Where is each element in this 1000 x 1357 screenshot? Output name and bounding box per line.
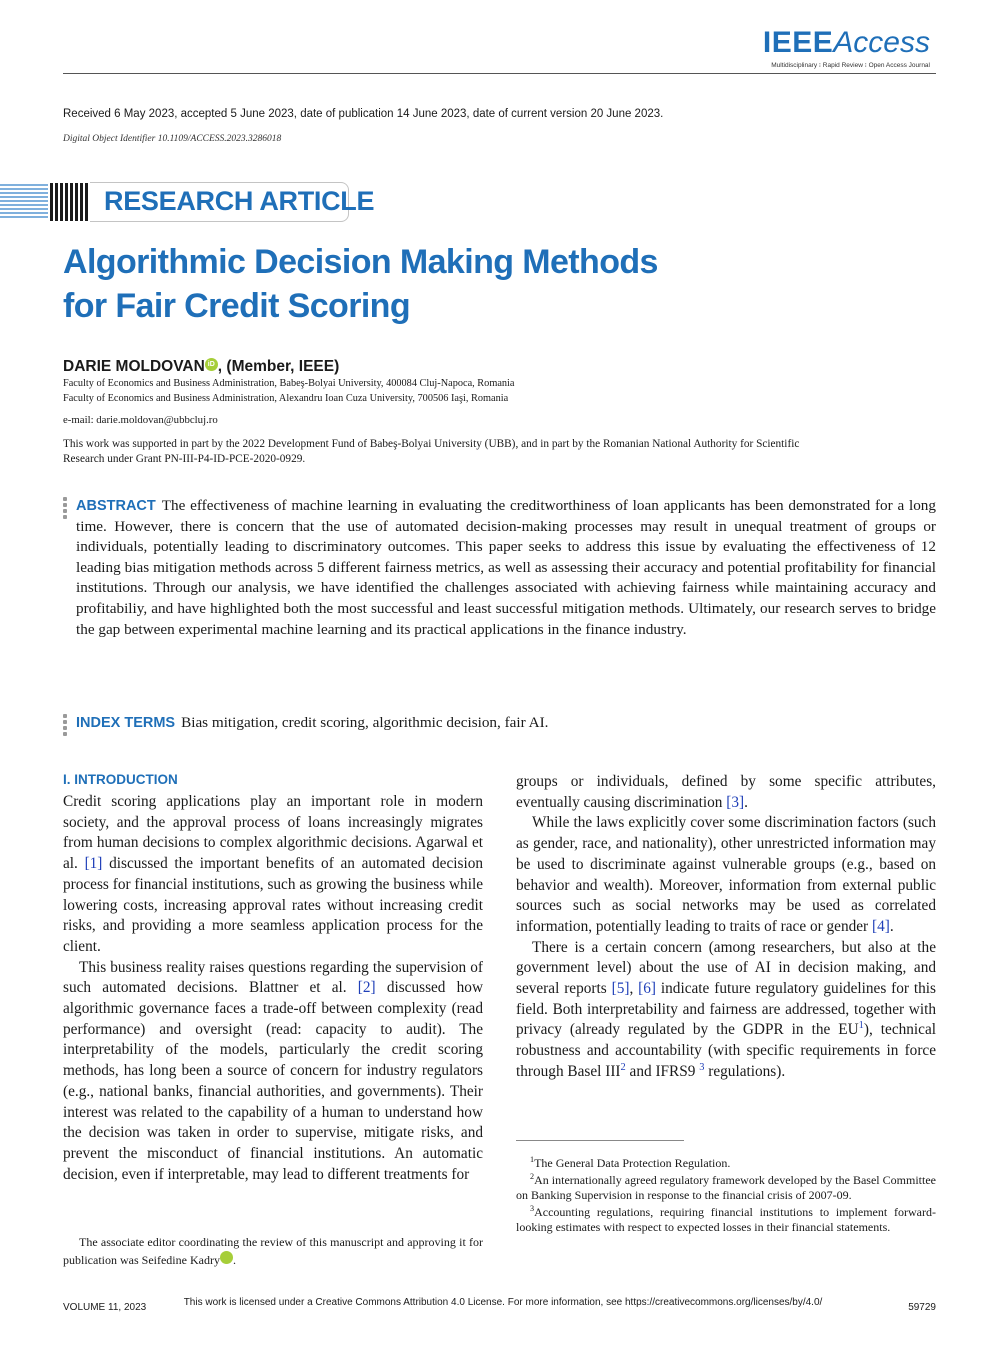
banner-stripes bbox=[0, 182, 92, 222]
index-terms-text: Bias mitigation, credit scoring, algorithmic decision, fair AI. bbox=[181, 714, 549, 731]
paper-title bbox=[63, 240, 763, 328]
orcid-icon[interactable]: iD bbox=[205, 358, 218, 371]
paragraph: While the laws explicitly cover some discrimination factors (such as gender, race, and nationality), other unrestricted information may be used to discriminate against vulnerable groups (e.g., based on behavior and wealth). Moreover, information from external public sources such as social networks may be used as correlated information, potentially leading to traits of race or gender [4]. bbox=[516, 814, 936, 935]
footnotes bbox=[516, 1156, 936, 1237]
abstract-text: The effectiveness of machine learning in evaluating the creditworthiness of loan applicants has been demonstrated for a long time. However, there is concern that the use of automated decision-making processes may result in unequal treatment of groups or individuals, potentially leading to discriminatory outcomes. This paper seeks to address this issue by evaluating the effectiveness of 12 leading bias mitigation methods across 5 different fairness metrics, as well as assessing their accuracy and potential profitability for financial institutions. Through our analysis, we have identified the challenges associated with achieving fairness while maintaining accuracy and profitabiliy, and have highlighted both the most successful and least successful mitigation methods. Ultimately, our research serves to bridge the gap between experimental machine learning and its practical applications in the finance industry. bbox=[76, 497, 936, 638]
index-terms-marker-icon bbox=[63, 714, 68, 738]
right-column bbox=[516, 772, 936, 1083]
abstract-label: ABSTRACT bbox=[76, 498, 156, 514]
logo-access: Access bbox=[833, 26, 930, 59]
left-column bbox=[63, 792, 483, 1185]
footer-license[interactable]: This work is licensed under a Creative Commons Attribution 4.0 License. For more information, see https://creativecommons.org/licenses/by/4.0/ bbox=[183, 1297, 823, 1308]
footnote: $^3$Accounting regulations, requiring financial institutions to implement forward-looking estimates with respect to expected losses in their financial statements. bbox=[516, 1204, 936, 1234]
logo-ieee: IEEE bbox=[762, 26, 834, 59]
citation-link[interactable]: [1] bbox=[84, 855, 103, 873]
logo-tagline: Multidisciplinary ⁝ Rapid Review ⁝ Open Access Journal bbox=[771, 62, 930, 69]
title-line-1: Algorithmic Decision Making Methods bbox=[63, 243, 658, 281]
title-line-2: for Fair Credit Scoring bbox=[63, 287, 411, 325]
index-terms bbox=[76, 713, 936, 733]
footnote-ref[interactable]: 3 bbox=[699, 1061, 705, 1073]
affiliation-2: Faculty of Economics and Business Administration, Alexandru Ioan Cuza University, 700506 Iaşi, Romania bbox=[63, 393, 509, 404]
header-rule bbox=[63, 73, 936, 74]
page-number: 59729 bbox=[908, 1302, 936, 1313]
article-type: RESEARCH ARTICLE bbox=[104, 186, 375, 216]
footnote-ref[interactable]: 2 bbox=[620, 1061, 626, 1073]
paragraph: Credit scoring applications play an important role in modern society, and the approval process of loans increasingly migrates from human decisions to complex algorithmic decisions. Agarwal et al. [1] discussed the important benefits of an automated decision process for financial institutions, such as growing the business while lowering costs, increasing approval rates without increasing credit risks, and providing a more seamless application process for the client. bbox=[63, 793, 483, 955]
doi: Digital Object Identifier 10.1109/ACCESS.2023.3286018 bbox=[63, 134, 282, 144]
footnote-ref[interactable]: 1 bbox=[858, 1020, 864, 1032]
abstract bbox=[76, 496, 936, 640]
author-email[interactable]: e-mail: darie.moldovan@ubbcluj.ro bbox=[63, 414, 218, 426]
footnote: $^2$An internationally agreed regulatory framework developed by the Basel Committee on Banking Supervision in response to the financial crisis of 2007-09. bbox=[516, 1172, 936, 1202]
citation-link[interactable]: [6] bbox=[638, 980, 657, 998]
affiliation-1: Faculty of Economics and Business Administration, Babeş-Bolyai University, 400084 Cluj-Napoca, Romania bbox=[63, 378, 515, 389]
footnote: $^1$The General Data Protection Regulation. bbox=[530, 1155, 731, 1170]
section-heading: I. INTRODUCTION bbox=[63, 772, 178, 787]
orcid-icon[interactable]: iD bbox=[220, 1251, 233, 1264]
journal-logo bbox=[763, 28, 930, 69]
paragraph: This business reality raises questions regarding the supervision of such automated decisions. Blattner et al. [2] discussed how algorithmic governance faces a trade-off between complexity (read performance) and oversight (read: capacity to audit). The interpretability of the models, particularly the credit scoring methods, has long been a source of concern for industry regulators (e.g., national banks, financial authorities, and governments). Their interest was related to the capability of a human to understand how the decision was taken in order to supervise, mitigate risks, and prevent the misconduct of financial institutions. An automatic decision, even if interpretable, may lead to different treatments for bbox=[63, 958, 483, 1183]
author-membership: , (Member, IEEE) bbox=[217, 358, 340, 375]
index-terms-label: INDEX TERMS bbox=[76, 715, 176, 731]
author-line bbox=[63, 358, 339, 376]
paragraph: groups or individuals, defined by some specific attributes, eventually causing discrimination [3]. bbox=[516, 773, 936, 811]
editor-note: The associate editor coordinating the review of this manuscript and approving it for publication was Seifedine Kadry iD. bbox=[63, 1235, 483, 1267]
author-name: DARIE MOLDOVAN bbox=[63, 358, 205, 375]
footnote-rule bbox=[516, 1140, 684, 1141]
footer-volume: VOLUME 11, 2023 bbox=[63, 1302, 147, 1313]
citation-link[interactable]: [2] bbox=[357, 979, 376, 997]
citation-link[interactable]: [5] bbox=[611, 980, 630, 998]
paragraph: There is a certain concern (among researchers, but also at the government level) about the use of AI in decision making, and several reports [5], [6] indicate future regulatory guidelines for this field. Both interpretability and fairness are addressed, together with privacy (already regulated by the GDPR in the EU$^1$), technical robustness and accountability (with specific requirements in force through Basel III$^2$ and IFRS9 $^3$ regulations). bbox=[516, 938, 937, 1080]
citation-link[interactable]: [4] bbox=[871, 917, 890, 935]
abstract-marker-icon bbox=[63, 497, 68, 521]
funding-statement: This work was supported in part by the 2022 Development Fund of Babeş-Bolyai University (UBB), and in part by the Romanian National Authority for Scientific Research under Grant PN-III-P4-ID-PCE-2020-0929. bbox=[63, 438, 800, 465]
received-dates: Received 6 May 2023, accepted 5 June 2023, date of publication 14 June 2023, date of current version 20 June 2023. bbox=[63, 108, 664, 120]
citation-link[interactable]: [3] bbox=[726, 793, 745, 811]
